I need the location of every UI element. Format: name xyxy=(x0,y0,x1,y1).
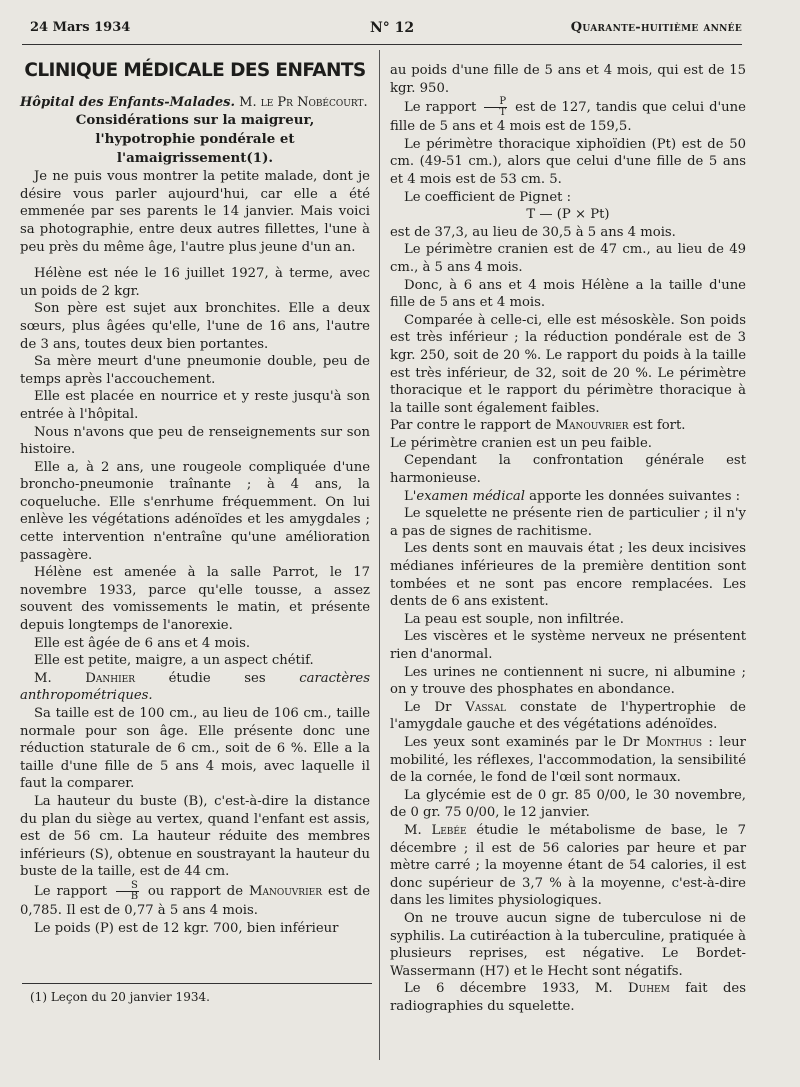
paragraph: La glycémie est de 0 gr. 85 0/00, le 30 novembre, de 0 gr. 75 0/00, le 12 janvier. xyxy=(390,787,746,821)
hospital-line xyxy=(20,94,370,112)
paragraph: Le poids (P) est de 12 kgr. 700, bien inférieur xyxy=(34,920,339,936)
paragraph: Comparée à celle-ci, elle est mésoskèle. Son poids est très inférieur ; la réduction pondérale est de 3 kgr. 250, soit de 20 %. Le rapport du poids à la taille est très inférieur, de 32, soit de 20 %. Le périmètre thoracique et le rapport du périmètre thoracique à la taille sont également faibles. xyxy=(390,312,746,416)
paragraph: Elle est âgée de 6 ans et 4 mois. xyxy=(34,635,251,651)
paragraph xyxy=(390,699,746,734)
person-name: M. Danhier xyxy=(34,670,135,686)
text-run: L' xyxy=(404,488,417,504)
paragraph: Le coefficient de Pignet : xyxy=(404,189,572,205)
subtitle-line-2: l'hypotrophie pondérale et l'amaigrissement xyxy=(95,131,295,167)
footnote-ref: (1). xyxy=(246,150,274,167)
text-run: Le rapport xyxy=(404,100,477,116)
footnote: (1) Leçon du 20 janvier 1934. xyxy=(30,990,210,1004)
paragraph: Sa taille est de 100 cm., au lieu de 106 cm., taille normale pour son âge. Elle présente donc une réduction staturale de 6 cm., soit de 6 %. Elle a la taille d'une fille de 5 ans 4 mois, avec laquelle il faut la comparer. xyxy=(20,706,370,792)
person-name: Manouvrier xyxy=(248,883,322,899)
ratio-fraction xyxy=(116,881,139,902)
paragraph xyxy=(390,734,746,787)
text-run: Le rapport xyxy=(34,883,108,899)
paragraph: La peau est souple, non infiltrée. xyxy=(404,611,624,627)
fraction-numerator: S xyxy=(116,881,139,892)
paragraph: au poids d'une fille de 5 ans et 4 mois, qui est de 15 kgr. 950. xyxy=(390,63,746,96)
paragraph xyxy=(390,822,746,910)
paragraph: Les dents sont en mauvais état ; les deux incisives médianes inférieures de la première dentition sont tombées et ne sont pas encore remplacées. Les dents de 6 ans existent. xyxy=(390,541,746,610)
paragraph: Les viscères et le système nerveux ne présentent rien d'anormal. xyxy=(390,629,746,662)
paragraph: Hélène est née le 16 juillet 1927, à terme, avec un poids de 2 kgr. xyxy=(20,266,370,299)
paragraph xyxy=(390,488,746,506)
fraction-numerator: P xyxy=(484,97,507,108)
left-column xyxy=(20,60,370,937)
article-subtitle xyxy=(20,111,370,168)
paragraph: Le squelette ne présente rien de particulier ; il n'y a pas de signes de rachitisme. xyxy=(390,506,746,539)
paragraph: Cependant la confrontation générale est harmonieuse. xyxy=(390,453,746,487)
pignet-formula: T — (P × Pt) xyxy=(526,207,610,223)
paragraph: Le périmètre cranien est un peu faible. xyxy=(390,435,652,451)
article-title: CLINIQUE MÉDICALE DES ENFANTS xyxy=(24,60,366,81)
person-name: Monthus xyxy=(645,734,703,750)
text-run: Les yeux sont examinés par le Dr xyxy=(404,734,640,750)
text-run: est de 127, tandis que celui d'une fille de 5 ans et 4 mois est de 159,5. xyxy=(390,100,746,135)
paragraph: Je ne puis vous montrer la petite malade, dont je désire vous parler aujourd'hui, car elle a été emmenée par ses parents le 14 janvier. Mais voici sa photographie, entre deux autres fillettes, l'une à peu près du même âge, l'autre plus jeune d'un an. xyxy=(20,169,370,255)
paragraph: Le périmètre thoracique xiphoïdien (Pt) est de 50 cm. (49-51 cm.), alors que celui d'une fille de 5 ans et 4 mois est de 53 cm. 5. xyxy=(390,136,746,187)
text-run: ou rapport de xyxy=(147,883,244,899)
text-run: constate de l'hypertrophie de l'amygdale gauche et des végétations adénoïdes. xyxy=(390,699,746,733)
paragraph: Le périmètre cranien est de 47 cm., au lieu de 49 cm., à 5 ans 4 mois. xyxy=(390,242,746,275)
text-run: : leur mobilité, les réflexes, l'accommodation, la sensibilité de la cornée, le fond de l'œil sont normaux. xyxy=(390,734,746,786)
paragraph: Nous n'avons que peu de renseignements sur son histoire. xyxy=(20,424,370,458)
professor-name: M. le Pr Nobécourt. xyxy=(239,94,368,110)
text-run: apporte les données suivantes : xyxy=(524,488,741,504)
paragraph xyxy=(20,881,370,920)
emphasis: caractères anthropométriques. xyxy=(20,670,370,704)
text-run: fait des radiographies du squelette. xyxy=(390,981,746,1014)
paragraph: Elle est placée en nourrice et y reste jusqu'à son entrée à l'hôpital. xyxy=(20,389,370,422)
paragraph: Donc, à 6 ans et 4 mois Hélène a la taille d'une fille de 5 ans et 4 mois. xyxy=(390,277,746,311)
text-run: est de 0,785. Il est de 0,77 à 5 ans 4 mois. xyxy=(20,883,371,918)
hospital-name: Hôpital des Enfants-Malades. xyxy=(20,94,236,110)
emphasis: examen médical xyxy=(416,488,525,504)
paragraph xyxy=(390,97,746,136)
issue-number: N° 12 xyxy=(370,20,415,36)
paragraph: Elle est petite, maigre, a un aspect chétif. xyxy=(34,653,314,669)
header-rule xyxy=(22,44,742,45)
fraction-denominator: T xyxy=(499,107,507,119)
person-name: Vassal xyxy=(465,699,507,715)
paragraph: Son père est sujet aux bronchites. Elle a deux sœurs, plus âgées qu'elle, l'une de 16 ans, l'autre de 3 ans, toutes deux bien portantes. xyxy=(20,301,370,352)
text-run: Le Dr xyxy=(404,699,452,715)
paragraph: Les urines ne contiennent ni sucre, ni albumine ; on y trouve des phosphates en abondance. xyxy=(390,664,746,698)
paragraph: La hauteur du buste (B), c'est-à-dire la distance du plan du siège au vertex, quand l'enfant est assis, est de 56 cm. La hauteur réduite des membres inférieurs (S), obtenue en soustrayant la hauteur du buste de la taille, est de 44 cm. xyxy=(20,793,370,880)
text-run: Par contre le rapport de xyxy=(390,418,552,434)
text-run: Le 6 décembre 1933, M. xyxy=(404,981,613,997)
person-name: Duhem xyxy=(628,981,670,997)
fraction-denominator: B xyxy=(130,890,139,902)
person-name: Lebée xyxy=(431,822,467,838)
paragraph xyxy=(20,670,370,705)
paragraph: Hélène est amenée à la salle Parrot, le 17 novembre 1933, parce qu'elle tousse, a assez souvent des vomissements le matin, et présente depuis longtemps de l'anorexie. xyxy=(20,565,370,634)
paragraph: Sa mère meurt d'une pneumonie double, peu de temps après l'accouchement. xyxy=(20,354,370,387)
text-run: étudie ses xyxy=(135,670,300,686)
text-run: est fort. xyxy=(632,418,686,434)
subtitle-line-1: Considérations sur la maigreur, xyxy=(75,112,315,129)
footnote-rule xyxy=(22,983,372,984)
ratio-fraction xyxy=(484,97,507,118)
page-header xyxy=(22,20,742,40)
paragraph: est de 37,3, au lieu de 30,5 à 5 ans 4 mois. xyxy=(390,224,676,240)
text-run: M. xyxy=(404,822,422,838)
paragraph: On ne trouve aucun signe de tuberculose ni de syphilis. La cutiréaction à la tuberculine, pratiquée à plusieurs reprises, est négative. Le Bordet-Wassermann (H7) et le Hecht sont négatifs. xyxy=(390,910,746,979)
paragraph: Elle a, à 2 ans, une rougeole compliquée d'une broncho-pneumonie traînante ; à 4 ans, la coqueluche. Elle s'enrhume fréquemment. On lui enlève les végétations adénoïdes et les amygdales ; cette intervention n'entraîne qu'une amélioration passagère. xyxy=(20,459,370,563)
issue-date: 24 Mars 1934 xyxy=(30,20,131,35)
paragraph xyxy=(390,417,746,435)
right-column xyxy=(390,62,746,1015)
person-name: Manouvrier xyxy=(555,418,629,434)
publication-year: Quarante-huitième année xyxy=(570,20,742,35)
column-divider xyxy=(379,50,380,1060)
text-run: étudie le métabolisme de base, le 7 décembre ; il est de 56 calories par heure et par mètre carré ; la moyenne étant de 54 calories, il est donc supérieur de 3,7 % à la moyenne, c'est-à-dire dans les limites physiologiques. xyxy=(390,822,747,909)
paragraph xyxy=(390,980,746,1015)
